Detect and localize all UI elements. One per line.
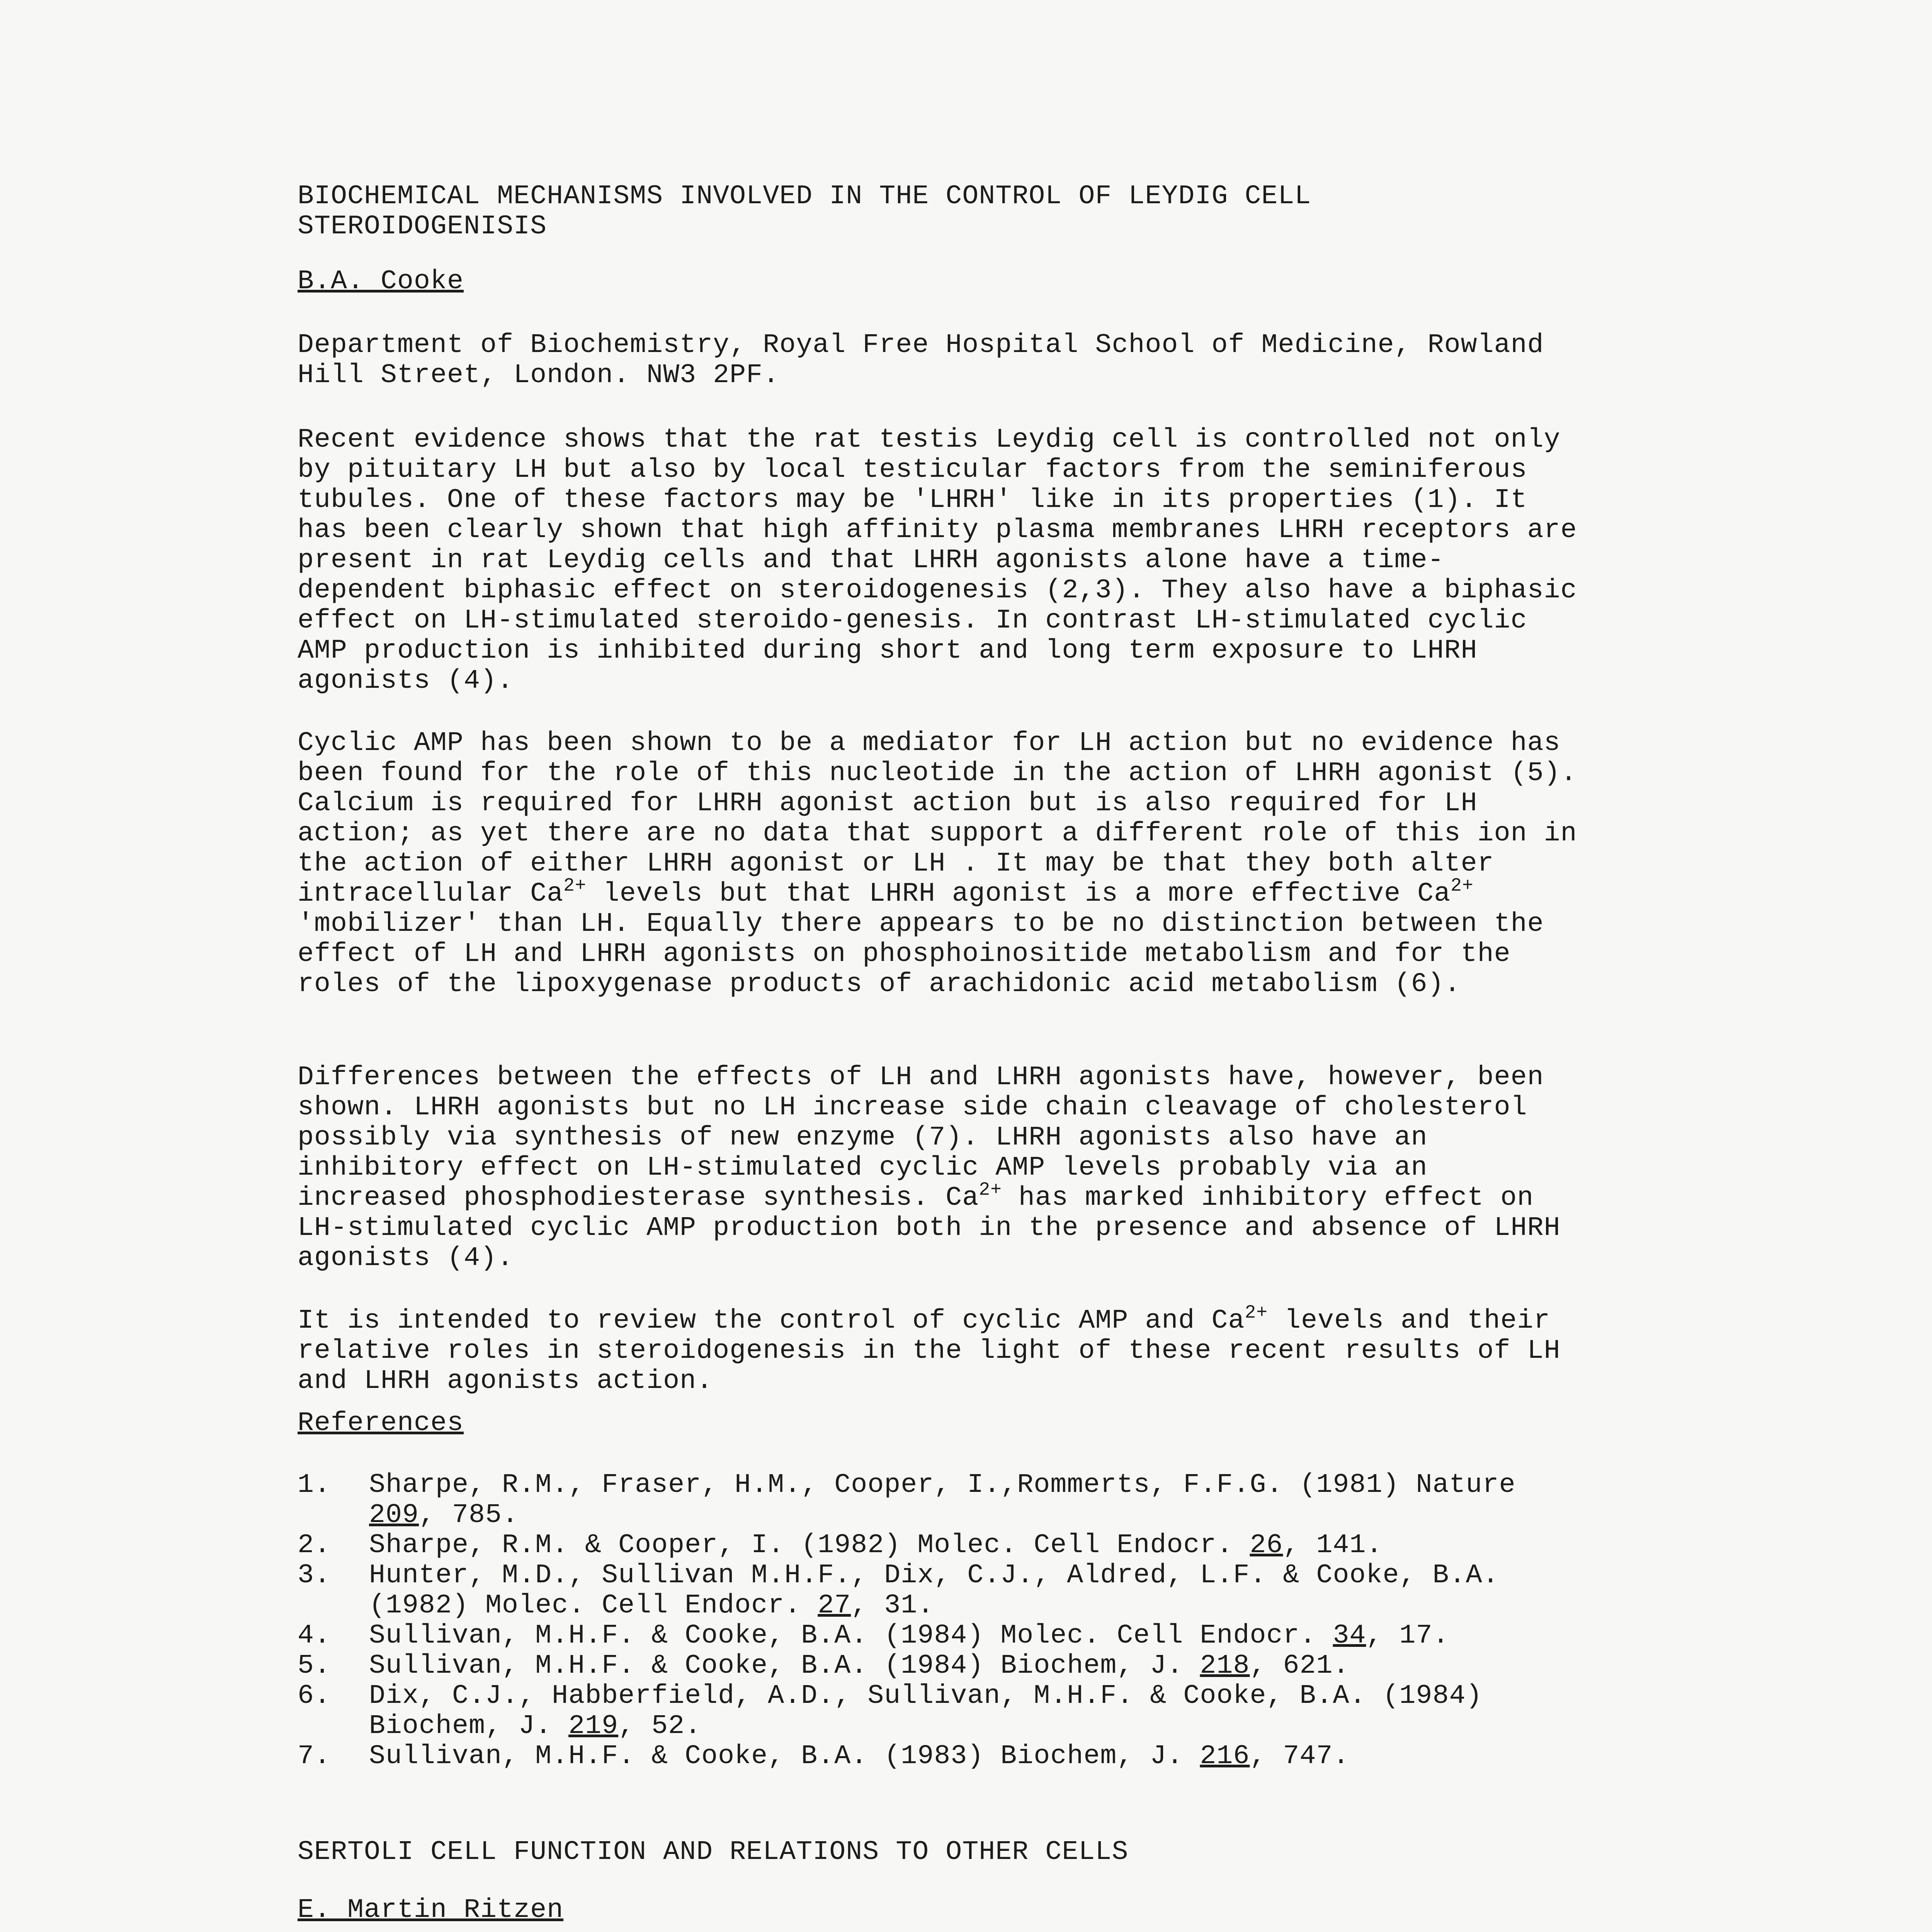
reference-citation: Sullivan, M.H.F. & Cooke, B.A. (1984) Molec. Cell Endocr.	[369, 1621, 1333, 1651]
para2-part-c: 'mobilizer' than LH. Equally there appears to be no distinction between the effect of LH and LHRH agonists on phosphoinositide metabolism and for the roles of the lipoxygenase products of arachidonic acid metabolism (6).	[298, 909, 1544, 1000]
para4-part-a: It is intended to review the control of cyclic AMP and Ca	[298, 1306, 1245, 1336]
reference-citation: Sharpe, R.M., Fraser, H.M., Cooper, I.,Rommerts, F.F.G. (1981) Nature	[369, 1470, 1516, 1500]
reference-text	[369, 1621, 1592, 1651]
article1-affiliation: Department of Biochemistry, Royal Free Hospital School of Medicine, Rowland Hill Street, London. NW3 2PF.	[298, 330, 1544, 391]
references-list	[298, 1470, 1592, 1772]
reference-item	[298, 1681, 1592, 1742]
article1-paragraph-2	[298, 728, 1592, 1000]
reference-citation: Sullivan, M.H.F. & Cooke, B.A. (1983) Biochem, J.	[369, 1741, 1200, 1772]
reference-item	[298, 1742, 1592, 1772]
reference-number: 6.	[298, 1681, 331, 1711]
article2-title: SERTOLI CELL FUNCTION AND RELATIONS TO OTHER CELLS	[298, 1837, 1129, 1867]
article1-paragraph-4	[298, 1303, 1592, 1396]
reference-item	[298, 1621, 1592, 1651]
superscript: 2+	[563, 876, 587, 896]
reference-citation: Sullivan, M.H.F. & Cooke, B.A. (1984) Biochem, J.	[369, 1651, 1200, 1681]
reference-item	[298, 1651, 1592, 1681]
article1-author: B.A. Cooke	[298, 266, 464, 297]
reference-pages: , 17.	[1366, 1621, 1449, 1651]
para2-part-a: Cyclic AMP has been shown to be a mediator for LH action but no evidence has been found for the role of this nucleotide in the action of LHRH agonist (5). Calcium is required for LHRH agonist action but is also required for LH action; as yet there are no data that support a different role of this ion in the action of either LHRH agonist or LH . It may be that they both alter intracellular Ca	[298, 728, 1577, 909]
reference-volume: 26	[1250, 1530, 1283, 1561]
article2-author: E. Martin Ritzen	[298, 1895, 564, 1925]
references-heading: References	[298, 1408, 464, 1439]
reference-citation: Sharpe, R.M. & Cooper, I. (1982) Molec. Cell Endocr.	[369, 1530, 1250, 1561]
reference-volume: 216	[1200, 1741, 1250, 1772]
reference-citation: Hunter, M.D., Sullivan M.H.F., Dix, C.J., Aldred, L.F. & Cooke, B.A. (1982) Molec. Cell Endocr.	[369, 1560, 1499, 1621]
para3-part-b: has marked inhibitory effect on LH-stimulated cyclic AMP production both in the presence and absence of LHRH agonists (4).	[298, 1183, 1561, 1274]
reference-pages: , 52.	[618, 1711, 702, 1742]
reference-number: 5.	[298, 1651, 331, 1681]
reference-citation: Dix, C.J., Habberfield, A.D., Sullivan, M.H.F. & Cooke, B.A. (1984) Biochem, J.	[369, 1681, 1483, 1742]
reference-pages: , 141.	[1283, 1530, 1383, 1561]
reference-volume: 209	[369, 1500, 419, 1531]
article1-paragraph-3	[298, 1063, 1592, 1274]
article1-author-wrap	[298, 267, 1592, 297]
superscript: 2+	[979, 1180, 1002, 1201]
reference-item	[298, 1470, 1592, 1531]
reference-text	[369, 1531, 1592, 1561]
reference-volume: 27	[818, 1590, 851, 1621]
reference-number: 1.	[298, 1470, 331, 1500]
para4-part-b: levels and their relative roles in steroidogenesis in the light of these recent results of LH and LHRH agonists action.	[298, 1306, 1561, 1396]
reference-text	[369, 1742, 1592, 1772]
reference-number: 7.	[298, 1741, 331, 1772]
reference-volume: 34	[1333, 1621, 1366, 1651]
reference-text	[369, 1561, 1592, 1621]
reference-text	[369, 1681, 1592, 1742]
superscript: 2+	[1451, 876, 1474, 896]
superscript: 2+	[1245, 1303, 1268, 1323]
reference-volume: 218	[1200, 1651, 1250, 1681]
reference-pages: , 747.	[1250, 1741, 1350, 1772]
reference-number: 2.	[298, 1530, 331, 1561]
article2-author-wrap	[298, 1895, 1592, 1925]
reference-number: 3.	[298, 1560, 331, 1591]
reference-text	[369, 1470, 1592, 1531]
reference-item	[298, 1561, 1592, 1621]
reference-number: 4.	[298, 1621, 331, 1651]
reference-pages: , 785.	[419, 1500, 519, 1531]
reference-item	[298, 1531, 1592, 1561]
reference-text	[369, 1651, 1592, 1681]
reference-volume: 219	[568, 1711, 619, 1742]
reference-pages: , 621.	[1250, 1651, 1350, 1681]
article1-paragraph-1: Recent evidence shows that the rat testis Leydig cell is controlled not only by pituitary LH but also by local testicular factors from the seminiferous tubules. One of these factors may be 'LHRH' like in its properties (1). It has been clearly shown that high affinity plasma membranes LHRH receptors are present in rat Leydig cells and that LHRH agonists alone have a time-dependent biphasic effect on steroidogenesis (2,3). They also have a biphasic effect on LH-stimulated steroido-genesis. In contrast LH-stimulated cyclic AMP production is inhibited during short and long term exposure to LHRH agonists (4).	[298, 425, 1577, 696]
para2-part-b: levels but that LHRH agonist is a more effective Ca	[586, 879, 1451, 909]
article1-title: BIOCHEMICAL MECHANISMS INVOLVED IN THE CONTROL OF LEYDIG CELL STEROIDOGENISIS	[298, 181, 1311, 242]
reference-pages: , 31.	[851, 1590, 934, 1621]
references-heading-wrap	[298, 1408, 1592, 1439]
para3-part-a: Differences between the effects of LH and LHRH agonists have, however, been shown. LHRH agonists but no LH increase side chain cleavage of cholesterol possibly via synthesis of new enzyme (7). LHRH agonists also have an inhibitory effect on LH-stimulated cyclic AMP levels probably via an increased phosphodiesterase synthesis. Ca	[298, 1062, 1544, 1213]
